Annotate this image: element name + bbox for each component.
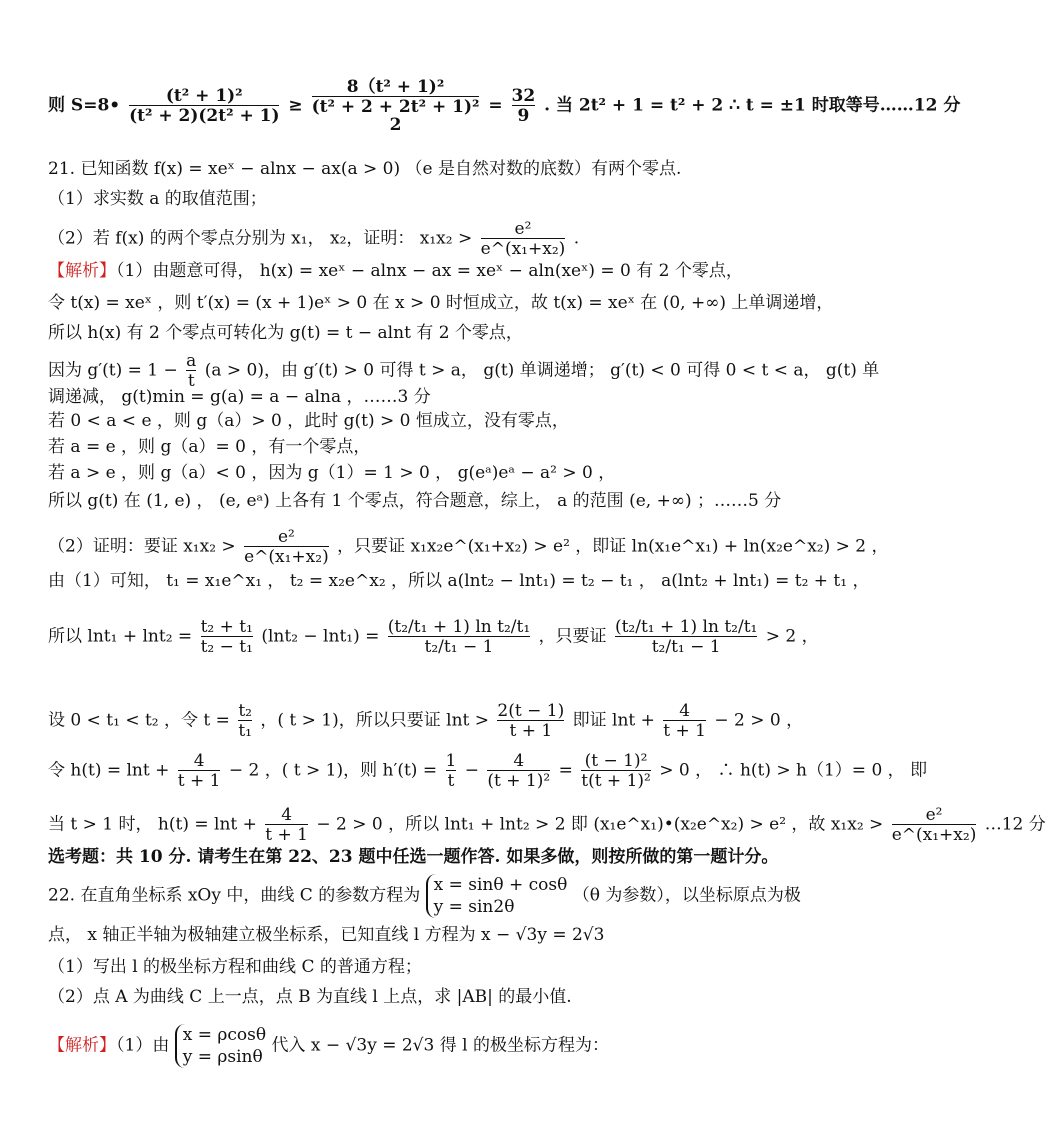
text: …12 分 bbox=[984, 814, 1046, 835]
text: > 0 ， ∴ h(t) > h（1）= 0 ， 即 bbox=[659, 760, 928, 781]
text: 由（1）可知， t₁ = x₁e^x₁ ， t₂ = x₂e^x₂ ，所以 a(lnt₂ − lnt₁) = t₂ − t₁ ， a(lnt₂ + lnt₁) = t₂ + t₁ ， bbox=[48, 571, 870, 591]
num: (t₂/t₁ + 1) ln t₂/t₁ bbox=[387, 617, 531, 637]
fraction bbox=[178, 752, 221, 790]
den bbox=[312, 96, 480, 134]
solution-line bbox=[48, 752, 927, 790]
text: 所以 g(t) 在 (1, e) ， (e, eᵃ) 上各有 1 个零点，符合题意，综上， a 的范围 (e, +∞) ；……5 分 bbox=[48, 491, 782, 511]
text: . bbox=[573, 228, 580, 249]
fraction bbox=[487, 752, 550, 790]
fraction bbox=[186, 352, 196, 390]
text: （2）点 A 为曲线 C 上一点，点 B 为直线 l 上点，求 |AB| 的最小值. bbox=[48, 987, 572, 1007]
text: 22. 在直角坐标系 xOy 中，曲线 C 的参数方程为 bbox=[48, 885, 421, 906]
text: 所以 lnt₁ + lnt₂ = bbox=[48, 626, 193, 647]
q22-line bbox=[48, 956, 422, 978]
text: 因为 g′(t) = 1 − bbox=[48, 360, 178, 381]
text: 当 t > 1 时， h(t) = lnt + bbox=[48, 814, 257, 835]
fraction bbox=[201, 618, 253, 656]
solution-line bbox=[48, 260, 743, 282]
fraction bbox=[615, 618, 757, 656]
text: （1）由题意可得， h(x) = xeˣ − alnx − ax = xeˣ − aln(xeˣ) = 0 有 2 个零点， bbox=[116, 261, 743, 281]
q21-part2 bbox=[48, 220, 579, 258]
solution-line bbox=[48, 386, 431, 408]
num: 4 bbox=[513, 751, 525, 771]
analysis-tag: 【解析】 bbox=[48, 1035, 116, 1056]
text: ≥ bbox=[288, 95, 303, 116]
den: t + 1 bbox=[497, 720, 564, 740]
text: 选考题：共 10 分. 请考生在第 22、23 题中任选一题作答. 如果多做，则按所做的第一题计分。 bbox=[48, 847, 779, 867]
solution-line bbox=[48, 292, 833, 314]
solution-line bbox=[48, 702, 803, 740]
text: 若 0 < a < e ，则 g（a）> 0 ，此时 g(t) > 0 恒成立，没有零点， bbox=[48, 411, 569, 431]
fraction bbox=[312, 78, 480, 134]
q22-line bbox=[48, 1024, 609, 1068]
fraction bbox=[663, 702, 706, 740]
den: t(t + 1)² bbox=[581, 771, 651, 791]
eq: x = sinθ + cosθ bbox=[433, 875, 568, 895]
solution-line bbox=[48, 436, 370, 458]
num: 4 bbox=[281, 805, 293, 825]
fraction bbox=[238, 702, 252, 740]
fraction bbox=[481, 220, 566, 258]
text: 设 0 < t₁ < t₂ ，令 t = bbox=[48, 710, 230, 731]
den: t₁ bbox=[238, 721, 252, 741]
eq: y = sin2θ bbox=[433, 897, 515, 917]
num: 1 bbox=[445, 751, 457, 771]
solution-line bbox=[48, 462, 615, 484]
selection-note bbox=[48, 846, 778, 868]
q21-part1 bbox=[48, 188, 267, 210]
solution-line bbox=[48, 410, 569, 432]
text: （1）求实数 a 的取值范围； bbox=[48, 189, 267, 209]
text: = bbox=[558, 760, 573, 781]
text: ，只要证 x₁x₂e^(x₁+x₂) > e² ，即证 ln(x₁e^x₁) + ln(x₂e^x₂) > 2 ， bbox=[337, 536, 889, 557]
text: > 2 ， bbox=[765, 626, 819, 647]
text: − 2 > 0 ，所以 lnt₁ + lnt₂ > 2 即 (x₁e^x₁)•(x₂e^x₂) > e² ，故 x₁x₂ > bbox=[316, 814, 884, 835]
den: t + 1 bbox=[177, 771, 221, 791]
solution-line bbox=[48, 352, 879, 390]
text: = bbox=[488, 95, 503, 116]
den: e^(x₁+x₂) bbox=[244, 547, 329, 567]
fraction bbox=[129, 87, 279, 125]
den: t + 1 bbox=[265, 825, 308, 845]
solution-line bbox=[48, 570, 870, 592]
text: − 2 ，( t > 1)，则 h′(t) = bbox=[228, 760, 438, 781]
den: t + 1 bbox=[663, 721, 706, 741]
den: t bbox=[447, 771, 455, 791]
text: ，只要证 bbox=[538, 626, 607, 647]
num: e² bbox=[277, 527, 295, 547]
analysis-tag: 【解析】 bbox=[48, 261, 116, 281]
fraction bbox=[512, 87, 536, 125]
num: 8（t² + 1)² bbox=[346, 77, 445, 97]
eq: x = ρcosθ bbox=[182, 1025, 267, 1045]
solution-line bbox=[48, 806, 1046, 844]
text: (lnt₂ − lnt₁) = bbox=[261, 626, 380, 647]
fraction bbox=[388, 618, 530, 656]
text: （2）若 f(x) 的两个零点分别为 x₁， x₂，证明： x₁x₂ > bbox=[48, 228, 473, 249]
text: 若 a = e ，则 g（a）= 0 ，有一个零点， bbox=[48, 437, 371, 457]
text: 令 t(x) = xeˣ ，则 t′(x) = (x + 1)eˣ > 0 在 x > 0 时恒成立，故 t(x) = xeˣ 在 (0, +∞) 上单调递增， bbox=[48, 293, 834, 313]
text: 即证 lnt + bbox=[572, 710, 655, 731]
fraction bbox=[244, 528, 329, 566]
text: 调递减， g(t)min = g(a) = a − alna ，……3 分 bbox=[48, 387, 431, 407]
den: t bbox=[187, 371, 195, 391]
num: (t − 1)² bbox=[584, 751, 648, 771]
brace bbox=[175, 1024, 266, 1068]
fraction bbox=[581, 752, 651, 790]
fraction bbox=[892, 806, 977, 844]
q21-title bbox=[48, 158, 681, 180]
num: 4 bbox=[679, 701, 691, 721]
den: t₂ − t₁ bbox=[200, 637, 253, 657]
den-top: (t² + 2 + 2t² + 1)² bbox=[311, 97, 480, 117]
text: − bbox=[464, 760, 479, 781]
fraction bbox=[497, 702, 564, 740]
den: (t + 1)² bbox=[487, 771, 551, 791]
solution-line bbox=[48, 618, 819, 656]
q22-line bbox=[48, 986, 572, 1008]
solution-line bbox=[48, 490, 781, 512]
num: t₂ + t₁ bbox=[200, 617, 253, 637]
num: 2(t − 1) bbox=[497, 701, 565, 721]
q22-line bbox=[48, 874, 801, 918]
den: (t² + 2)(2t² + 1) bbox=[129, 106, 280, 126]
den: e^(x₁+x₂) bbox=[891, 825, 977, 845]
text: （θ 为参数），以坐标原点为极 bbox=[572, 885, 801, 906]
num: t₂ bbox=[238, 701, 252, 721]
text: 代入 x − √3y = 2√3 得 l 的极坐标方程为： bbox=[271, 1035, 609, 1056]
den: e^(x₁+x₂) bbox=[480, 239, 566, 259]
text: − 2 > 0 ， bbox=[714, 710, 804, 731]
den: t₂/t₁ − 1 bbox=[615, 636, 757, 656]
num: 32 bbox=[511, 86, 536, 106]
text: 则 S=8• bbox=[48, 95, 121, 116]
brace bbox=[426, 874, 568, 918]
fraction bbox=[265, 806, 308, 844]
solution-line bbox=[48, 528, 889, 566]
num: a bbox=[186, 351, 197, 371]
den-bottom: 2 bbox=[389, 115, 402, 135]
text: （2）证明：要证 x₁x₂ > bbox=[48, 536, 236, 557]
den: t₂/t₁ − 1 bbox=[388, 636, 530, 656]
q22-line bbox=[48, 924, 604, 946]
text: 21. 已知函数 f(x) = xeˣ − alnx − ax(a > 0) （e 是自然对数的底数）有两个零点. bbox=[48, 159, 682, 179]
text: ，( t > 1)，所以只要证 lnt > bbox=[260, 710, 490, 731]
num: e² bbox=[514, 219, 532, 239]
num: e² bbox=[925, 805, 943, 825]
den: 9 bbox=[512, 105, 536, 125]
text: 令 h(t) = lnt + bbox=[48, 760, 170, 781]
text: 若 a > e ，则 g（a）< 0 ，因为 g（1）= 1 > 0 ， g(eᵃ)eᵃ − a² > 0 ， bbox=[48, 463, 616, 483]
fraction bbox=[446, 752, 457, 790]
line-s-result bbox=[48, 78, 960, 134]
text: 点， x 轴正半轴为极轴建立极坐标系，已知直线 l 方程为 x − √3y = 2√3 bbox=[48, 925, 605, 945]
num: (t₂/t₁ + 1) ln t₂/t₁ bbox=[614, 617, 758, 637]
num: (t² + 1)² bbox=[165, 86, 243, 106]
num: 4 bbox=[193, 751, 205, 771]
eq: y = ρsinθ bbox=[182, 1047, 263, 1067]
text: 所以 h(x) 有 2 个零点可转化为 g(t) = t − alnt 有 2 个零点， bbox=[48, 323, 523, 343]
text: （1）由 bbox=[116, 1035, 170, 1056]
solution-line bbox=[48, 322, 523, 344]
text: (a > 0)，由 g′(t) > 0 可得 t > a， g(t) 单调递增； g′(t) < 0 可得 0 < t < a， g(t) 单 bbox=[204, 360, 880, 381]
text: （1）写出 l 的极坐标方程和曲线 C 的普通方程； bbox=[48, 957, 422, 977]
text: . 当 2t² + 1 = t² + 2 ∴ t = ±1 时取等号……12 分 bbox=[544, 95, 961, 116]
